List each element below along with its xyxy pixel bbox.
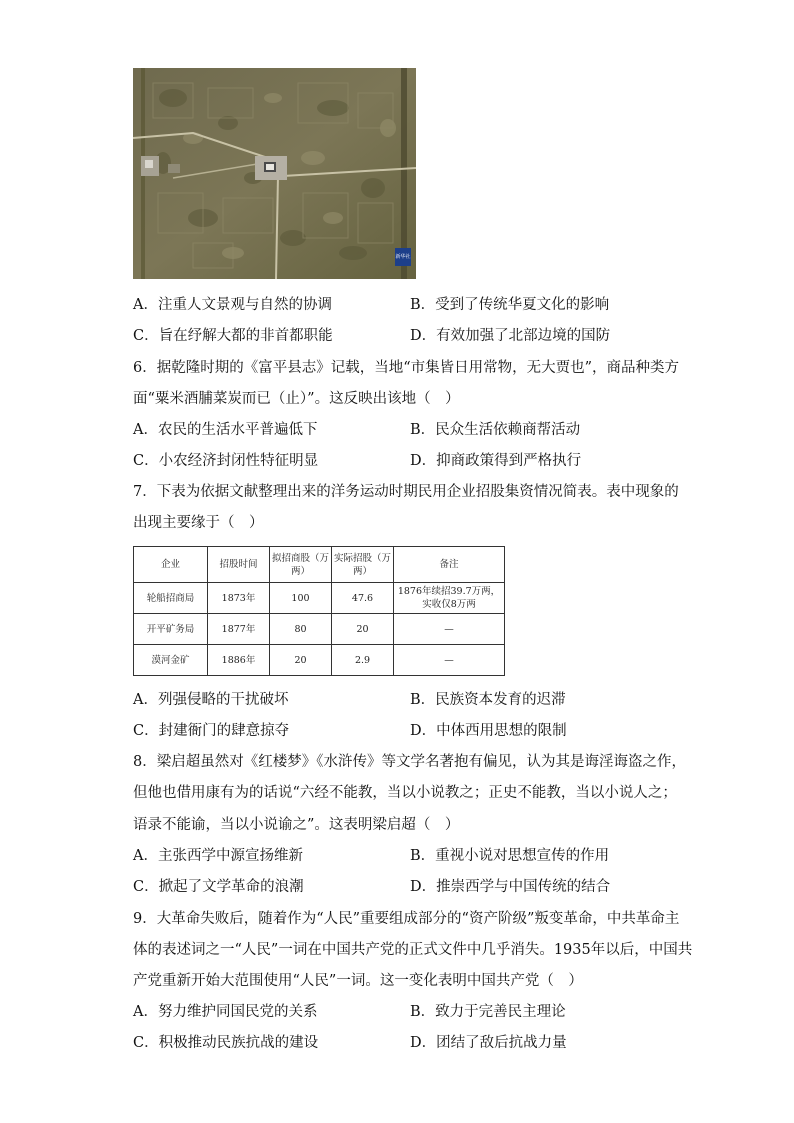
q7-stem-line2: 出现主要缘于（ ）	[133, 515, 264, 531]
q7-data-table	[133, 546, 505, 676]
q8-option-d[interactable]: D．推崇西学与中国传统的结合	[410, 879, 611, 895]
table-header-cell: 备注	[394, 547, 505, 583]
q8-stem-line2: 但他也借用康有为的话说“六经不能教，当以小说教之；正史不能教，当以小说人之；	[133, 785, 677, 801]
q8-stem-line3: 语录不能谕，当以小说谕之”。这表明梁启超（ ）	[133, 817, 460, 833]
q7-option-c[interactable]: C．封建衙门的肆意掠夺	[133, 723, 290, 739]
table-cell: 1877年	[208, 614, 270, 645]
q7-stem-line1: 7．下表为依据文献整理出来的洋务运动时期民用企业招股集资情况简表。表中现象的	[133, 484, 679, 500]
q9-stem-line3: 产党重新开始大范围使用“人民”一词。这一变化表明中国共产党（ ）	[133, 973, 583, 989]
table-header-cell: 实际招股（万两）	[332, 547, 394, 583]
q8-option-b[interactable]: B．重视小说对思想宣传的作用	[410, 848, 610, 864]
q9-stem-line2: 体的表述词之一“人民”一词在中国共产党的正式文件中几乎消失。1935年以后，中国共	[133, 942, 693, 958]
table-row	[134, 645, 505, 676]
table-cell: 80	[270, 614, 332, 645]
table-cell: 轮船招商局	[134, 583, 208, 614]
q8-option-a[interactable]: A．主张西学中源宣扬维新	[133, 848, 303, 864]
q9-option-a[interactable]: A．努力维护同国民党的关系	[133, 1004, 318, 1020]
q6-option-c[interactable]: C．小农经济封闭性特征明显	[133, 453, 319, 469]
table-header-cell: 企业	[134, 547, 208, 583]
q5-option-b[interactable]: B．受到了传统华夏文化的影响	[410, 297, 610, 313]
q5-option-d[interactable]: D．有效加强了北部边境的国防	[410, 328, 611, 344]
table-cell: 1886年	[208, 645, 270, 676]
q9-option-b[interactable]: B．致力于完善民主理论	[410, 1004, 566, 1020]
q6-stem-line1: 6．据乾隆时期的《富平县志》记载，当地“市集皆日用常物，无大贾也”，商品种类方	[133, 360, 680, 376]
q6-option-a[interactable]: A．农民的生活水平普遍低下	[133, 422, 318, 438]
table-cell: —	[394, 645, 505, 676]
q7-option-d[interactable]: D．中体西用思想的限制	[410, 723, 567, 739]
table-header-cell: 拟招商股（万两）	[270, 547, 332, 583]
q6-stem-line2: 面“粟米酒脯菜炭而已（止）”。这反映出该地（ ）	[133, 391, 460, 407]
table-header-row	[134, 547, 505, 583]
table-cell: 开平矿务局	[134, 614, 208, 645]
q5-option-a[interactable]: A．注重人文景观与自然的协调	[133, 297, 332, 313]
watermark-text: 新华社	[395, 254, 411, 260]
table-cell: —	[394, 614, 505, 645]
table-cell: 47.6	[332, 583, 394, 614]
q9-option-d[interactable]: D．团结了敌后抗战力量	[410, 1035, 567, 1051]
q7-option-b[interactable]: B．民族资本发育的迟滞	[410, 692, 566, 708]
q9-option-c[interactable]: C．积极推动民族抗战的建设	[133, 1035, 319, 1051]
q8-option-c[interactable]: C．掀起了文学革命的浪潮	[133, 879, 304, 895]
table-cell: 1873年	[208, 583, 270, 614]
table-cell: 2.9	[332, 645, 394, 676]
table-header-cell: 招股时间	[208, 547, 270, 583]
q9-stem-line1: 9．大革命失败后，随着作为“人民”重要组成部分的“资产阶级”叛变革命，中共革命主	[133, 911, 680, 927]
q7-option-a[interactable]: A．列强侵略的干扰破坏	[133, 692, 289, 708]
aerial-photo-ruins	[133, 68, 416, 279]
q6-option-b[interactable]: B．民众生活依赖商帮活动	[410, 422, 581, 438]
table-cell: 20	[270, 645, 332, 676]
table-cell: 1876年续招39.7万两，实收仅8万两	[394, 583, 505, 614]
table-cell: 100	[270, 583, 332, 614]
table-cell: 漠河金矿	[134, 645, 208, 676]
table-cell: 20	[332, 614, 394, 645]
table-row	[134, 614, 505, 645]
q8-stem-line1: 8．梁启超虽然对《红楼梦》《水浒传》等文学名著抱有偏见，认为其是诲淫诲盗之作，	[133, 754, 686, 770]
q6-option-d[interactable]: D．抑商政策得到严格执行	[410, 453, 582, 469]
table-row	[134, 583, 505, 614]
q5-option-c[interactable]: C．旨在纾解大都的非首都职能	[133, 328, 333, 344]
